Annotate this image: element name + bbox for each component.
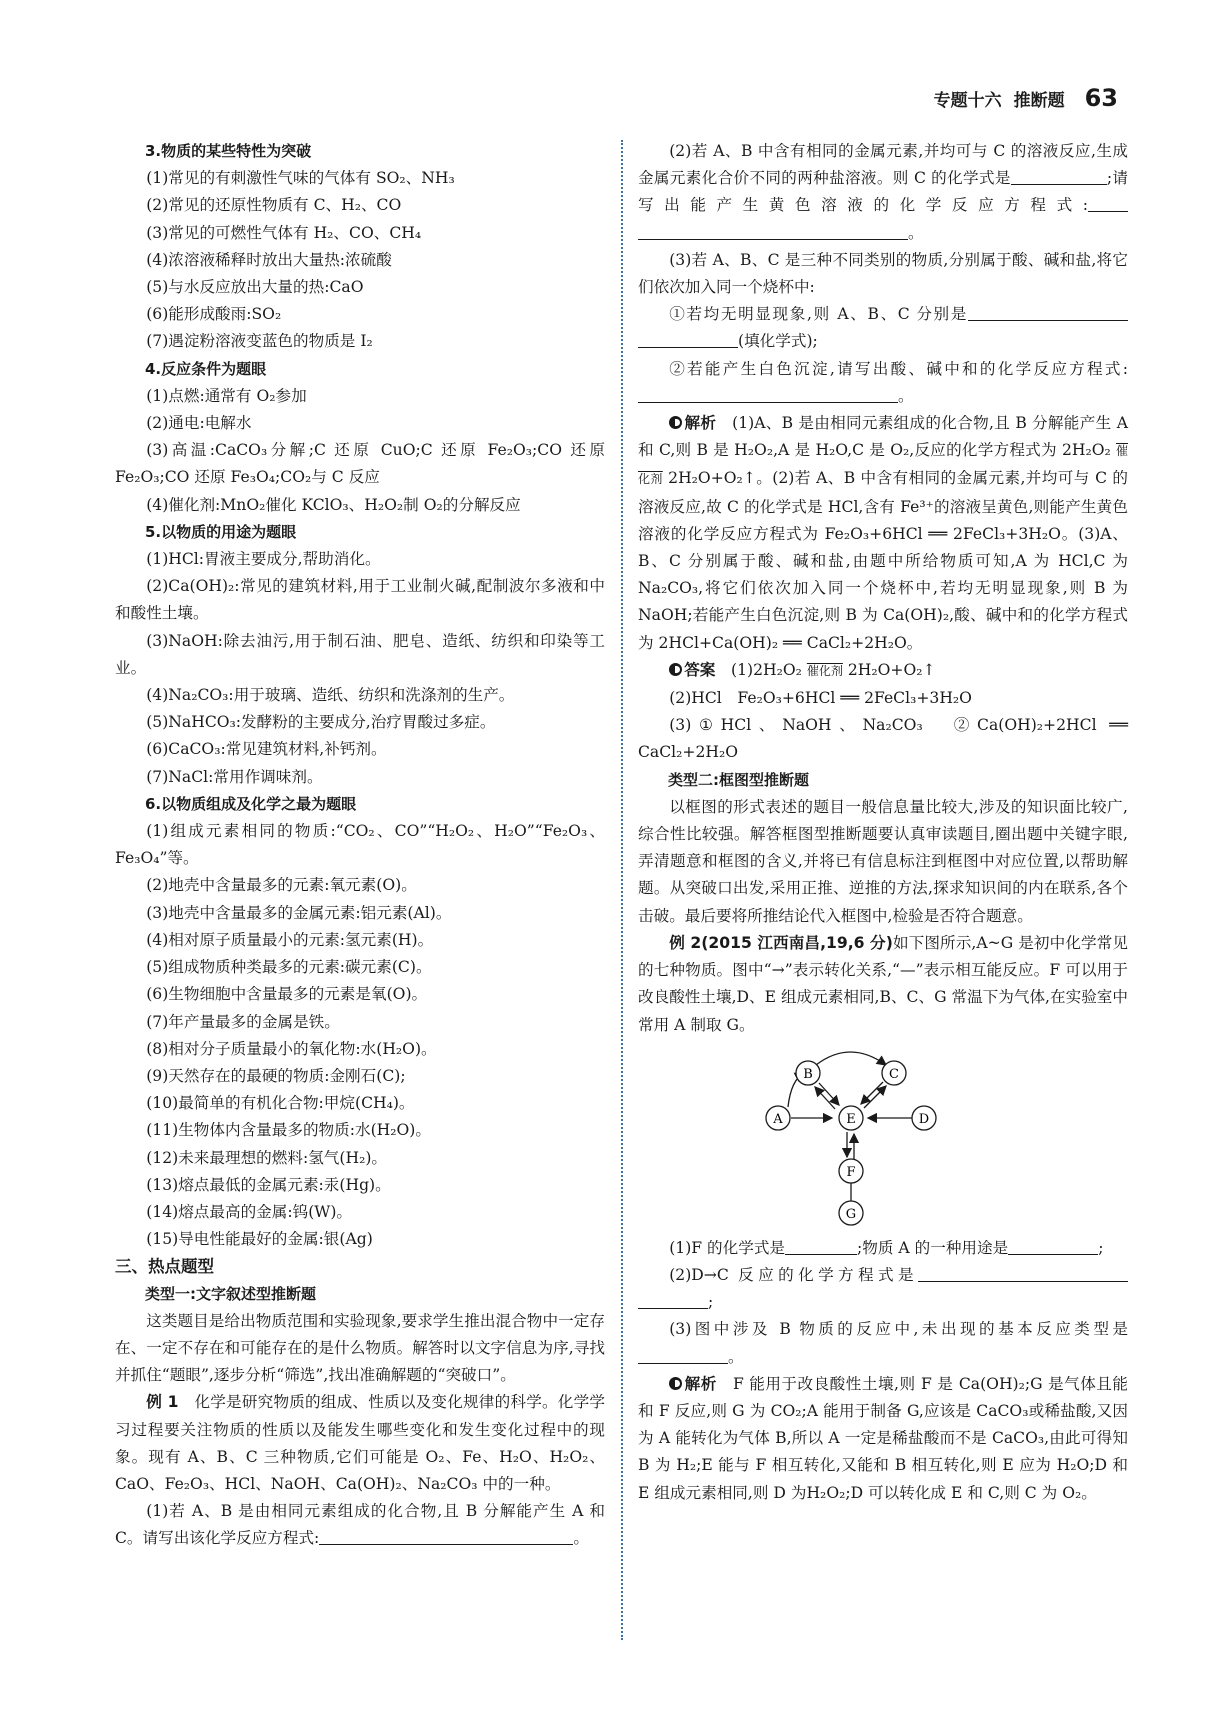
s5-item: (1)HCl:胃液主要成分,帮助消化。 — [146, 550, 381, 569]
node-a-label: A — [773, 1111, 783, 1127]
s3-item: (4)浓溶液稀释时放出大量热:浓硫酸 — [146, 250, 392, 269]
answer-blank[interactable] — [638, 384, 898, 403]
analysis-icon — [669, 1377, 682, 1390]
answer-blank[interactable] — [638, 221, 908, 240]
s3-item: (5)与水反应放出大量的热:CaO — [146, 278, 364, 297]
example-2-q1: (1)F 的化学式是 ;物质 A 的一种用途是 ; — [638, 1235, 1128, 1262]
s6-item: (1)组成元素相同的物质:“CO₂、CO”“H₂O₂、H₂O”“Fe₂O₃、Fe₃O₄”等。 — [115, 822, 605, 868]
s6-item: (6)生物细胞中含量最多的元素是氧(O)。 — [146, 985, 428, 1004]
answer-blank[interactable] — [1068, 1236, 1098, 1255]
answer-label: 答案 — [684, 660, 716, 679]
node-b-label: B — [803, 1066, 813, 1082]
catalyst-note: 催化剂 — [806, 663, 843, 678]
answer-blank[interactable] — [638, 1345, 728, 1364]
answer-blank[interactable] — [918, 1263, 1128, 1282]
section-4-title: 4.反应条件为题眼 — [145, 359, 267, 378]
node-f-label: F — [846, 1164, 856, 1180]
catalyst-note: 催化剂 — [638, 444, 1128, 487]
answer-blank[interactable] — [785, 1236, 857, 1255]
s6-item: (9)天然存在的最硬的物质:金刚石(C); — [146, 1066, 406, 1085]
s6-item: (5)组成物质种类最多的元素:碳元素(C)。 — [146, 958, 432, 977]
section-3-title: 3.物质的某些特性为突破 — [145, 142, 312, 160]
s3-item: (1)常见的有刺激性气味的气体有 SO₂、NH₃ — [146, 169, 455, 188]
example-1-q3-part2: ②若能产生白色沉淀,请写出酸、碱中和的化学反应方程式:。 — [638, 356, 1128, 410]
analysis-icon — [669, 416, 682, 429]
chapter-title: 推断题 — [1013, 91, 1065, 111]
answer-icon — [669, 663, 682, 676]
s3-item: (3)常见的可燃性气体有 H₂、CO、CH₄ — [146, 223, 422, 242]
analysis-label: 解析 — [684, 414, 717, 433]
s6-item: (3)地壳中含量最多的金属元素:铝元素(Al)。 — [146, 903, 452, 922]
chapter-label: 专题十六 — [933, 91, 1002, 111]
s6-item: (15)导电性能最好的金属:银(Ag) — [146, 1230, 373, 1249]
s5-item: (7)NaCl:常用作调味剂。 — [146, 767, 323, 786]
type-1-title: 类型一:文字叙述型推断题 — [145, 1284, 316, 1303]
analysis-1: 解析 (1)A、B 是由相同元素组成的化合物,且 B 分解能产生 A 和 C,则 B 是 H₂O₂,A 是 H₂O,C 是 O₂,反应的化学方程式为 2H₂O₂ 催化剂 2H₂O+O₂↑。(2)若 A、B 中含有相同的金属元素,并均可与 C 的溶液反应,故 C 的化学式是 HCl,含有 Fe³⁺的溶液呈黄色,则能产生黄色溶液的化学反应方程式为 Fe₂O₃+6HCl ══ 2FeCl₃+3H₂O。(3)A、B、C 分别属于酸、碱和盐,由题中所给物质可知,A 为 HCl,C 为 Na₂CO₃,将它们依次加入同一个烧杯中,若均无明显现象,则 B 为 NaOH;若能产生白色沉淀,则 B 为 Ca(OH)₂,酸、碱中和的化学方程式为 2HCl+Ca(OH)₂ ══ CaCl₂+2H₂O。 — [638, 414, 1128, 652]
answer-2: (2)HCl Fe₂O₃+6HCl ══ 2FeCl₃+3H₂O — [669, 689, 972, 708]
answer-blank[interactable] — [1011, 166, 1107, 185]
s6-item: (14)熔点最高的金属:钨(W)。 — [146, 1202, 352, 1221]
s6-item: (8)相对分子质量最小的氧化物:水(H₂O)。 — [146, 1039, 437, 1058]
s5-item: (2)Ca(OH)₂:常见的建筑材料,用于工业制火碱,配制波尔多液和中和酸性土壤。 — [115, 577, 605, 623]
answer-blank[interactable] — [968, 302, 1128, 321]
type-2-title: 类型二:框图型推断题 — [668, 770, 809, 789]
s6-item: (2)地壳中含量最多的元素:氧元素(O)。 — [146, 876, 417, 895]
section-5-title: 5.以物质的用途为题眼 — [145, 522, 297, 541]
example-2-source: (2015 江西南昌,19,6 分) — [701, 933, 893, 952]
example-2-label: 例 2 — [669, 933, 702, 952]
answer-blank[interactable] — [638, 329, 738, 348]
left-column — [115, 138, 605, 1553]
s6-item: (11)生物体内含量最多的物质:水(H₂O)。 — [146, 1121, 431, 1140]
example-1-q3-part1: ①若均无明显现象,则 A、B、C 分别是(填化学式); — [638, 301, 1128, 355]
example-1 — [115, 1389, 605, 1498]
part-3-title: 三、热点题型 — [115, 1257, 214, 1277]
example-2-text: 如下图所示,A~G 是初中化学常见的七种物质。图中“→”表示转化关系,“—”表示相互能反应。F 可以用于改良酸性土壤,D、E 组成元素相同,B、C、G 常温下为气体,在实验室中常用 A 制取 G。 — [638, 933, 1128, 1034]
s4-item: (3)高温:CaCO₃分解;C 还原 CuO;C 还原 Fe₂O₃;CO 还原 Fe₂O₃;CO 还原 Fe₃O₄;CO₂与 C 反应 — [115, 441, 605, 487]
node-c-label: C — [889, 1066, 899, 1082]
answer-blank[interactable] — [319, 1526, 509, 1545]
edge-b-c — [816, 1052, 886, 1065]
type-1-intro: 这类题目是给出物质范围和实验现象,要求学生推出混合物中一定存在、一定不存在和可能存在的是什么物质。解答时以文字信息为序,寻找并抓住“题眼”,逐步分析“筛选”,找出准确解题的“突破口”。 — [115, 1311, 605, 1385]
column-divider — [621, 140, 623, 1640]
answer-blank[interactable] — [1088, 193, 1128, 212]
analysis-2: 解析 F 能用于改良酸性土壤,则 F 是 Ca(OH)₂;G 是气体且能和 F 反应,则 G 为 CO₂;A 能用于制备 G,应该是 CaCO₃或稀盐酸,又因为 A 能转化为气体 B,所以 A 一定是稀盐酸而不是 CaCO₃,由此可得知 B 为 H₂;E 能与 F 相互转化,又能和 B 相互转化,则 E 应为 H₂O;D 和 E 组成元素相同,则 D 为H₂O₂;D 可以转化成 E 和 C,则 C 为 O₂。 — [638, 1374, 1128, 1502]
example-2-q3: (3)图中涉及 B 物质的反应中,未出现的基本反应类型是。 — [638, 1316, 1128, 1370]
example-1-q3: (3)若 A、B、C 是三种不同类别的物质,分别属于酸、碱和盐,将它们依次加入同一个烧杯中: — [638, 250, 1128, 297]
type-2-intro: 以框图的形式表述的题目一般信息量比较大,涉及的知识面比较广,综合性比较强。解答框图型推断题要认真审读题目,圈出题中关键字眼,弄清题意和框图的含义,并将已有信息标注到框图中对应位置,以帮助解题。从突破口出发,采用正推、逆推的方法,探求知识间的内在联系,各个击破。最后要将所推结论代入框图中,检验是否符合题意。 — [638, 797, 1128, 925]
s5-item: (4)Na₂CO₃:用于玻璃、造纸、纺织和洗涤剂的生产。 — [146, 686, 515, 705]
answer-3: (3)①HCl、NaOH、Na₂CO₃ ②Ca(OH)₂+2HCl ══ CaCl₂+2H₂O — [638, 716, 1128, 762]
answer-blank[interactable] — [509, 1526, 573, 1545]
example-1-text: 化学是研究物质的组成、性质以及变化规律的科学。化学学习过程要关注物质的性质以及能发生哪些变化和发生变化过程中的现象。现有 A、B、C 三种物质,它们可能是 O₂、Fe、H₂O、H₂O₂、CaO、Fe₂O₃、HCl、NaOH、Ca(OH)₂、Na₂CO₃ 中的一种。 — [115, 1393, 605, 1493]
s3-item: (7)遇淀粉溶液变蓝色的物质是 I₂ — [146, 332, 373, 351]
inference-diagram — [758, 1047, 998, 1227]
node-e-label: E — [846, 1111, 856, 1127]
node-d-label: D — [918, 1111, 930, 1127]
s6-item: (10)最简单的有机化合物:甲烷(CH₄)。 — [146, 1094, 415, 1113]
answer-blank[interactable] — [1008, 1236, 1068, 1255]
example-1-label: 例 1 — [146, 1393, 179, 1412]
example-2 — [638, 930, 1128, 1039]
right-column — [638, 138, 1128, 1507]
s6-item: (13)熔点最低的金属元素:汞(Hg)。 — [146, 1175, 391, 1194]
analysis-label: 解析 — [684, 1374, 717, 1393]
s4-item: (1)点燃:通常有 O₂参加 — [146, 386, 307, 405]
example-1-q2: (2)若 A、B 中含有相同的金属元素,并均可与 C 的溶液反应,生成金属元素化合价不同的两种盐溶液。则 C 的化学式是 ;请写出能产生黄色溶液的化学反应方程式:。 — [638, 142, 1128, 242]
s5-item: (6)CaCO₃:常见建筑材料,补钙剂。 — [146, 740, 387, 759]
s4-item: (4)催化剂:MnO₂催化 KClO₃、H₂O₂制 O₂的分解反应 — [146, 495, 521, 514]
s6-item: (4)相对原子质量最小的元素:氢元素(H)。 — [146, 930, 434, 949]
node-g-label: G — [845, 1206, 857, 1222]
section-6-title: 6.以物质组成及化学之最为题眼 — [145, 794, 357, 813]
s4-item: (2)通电:电解水 — [146, 414, 252, 433]
page-number: 63 — [1084, 84, 1118, 112]
s5-item: (3)NaOH:除去油污,用于制石油、肥皂、造纸、纺织和印染等工业。 — [115, 631, 605, 677]
answer-blank[interactable] — [638, 1290, 708, 1309]
answer-1: 答案 (1)2H₂O₂ 催化剂 2H₂O+O₂↑ — [638, 657, 1128, 685]
s6-item: (12)未来最理想的燃料:氢气(H₂)。 — [146, 1148, 387, 1167]
example-1-q1: (1)若 A、B 是由相同元素组成的化合物,且 B 分解能产生 A 和 C。请写出该化学反应方程式: 。 — [115, 1502, 605, 1548]
s3-item: (2)常见的还原性物质有 C、H₂、CO — [146, 196, 402, 215]
example-2-q2: (2)D→C 反应的化学方程式是; — [638, 1262, 1128, 1316]
s5-item: (5)NaHCO₃:发酵粉的主要成分,治疗胃酸过多症。 — [146, 713, 496, 732]
s6-item: (7)年产量最多的金属是铁。 — [146, 1012, 340, 1031]
s3-item: (6)能形成酸雨:SO₂ — [146, 305, 282, 324]
page-header — [934, 84, 1118, 118]
